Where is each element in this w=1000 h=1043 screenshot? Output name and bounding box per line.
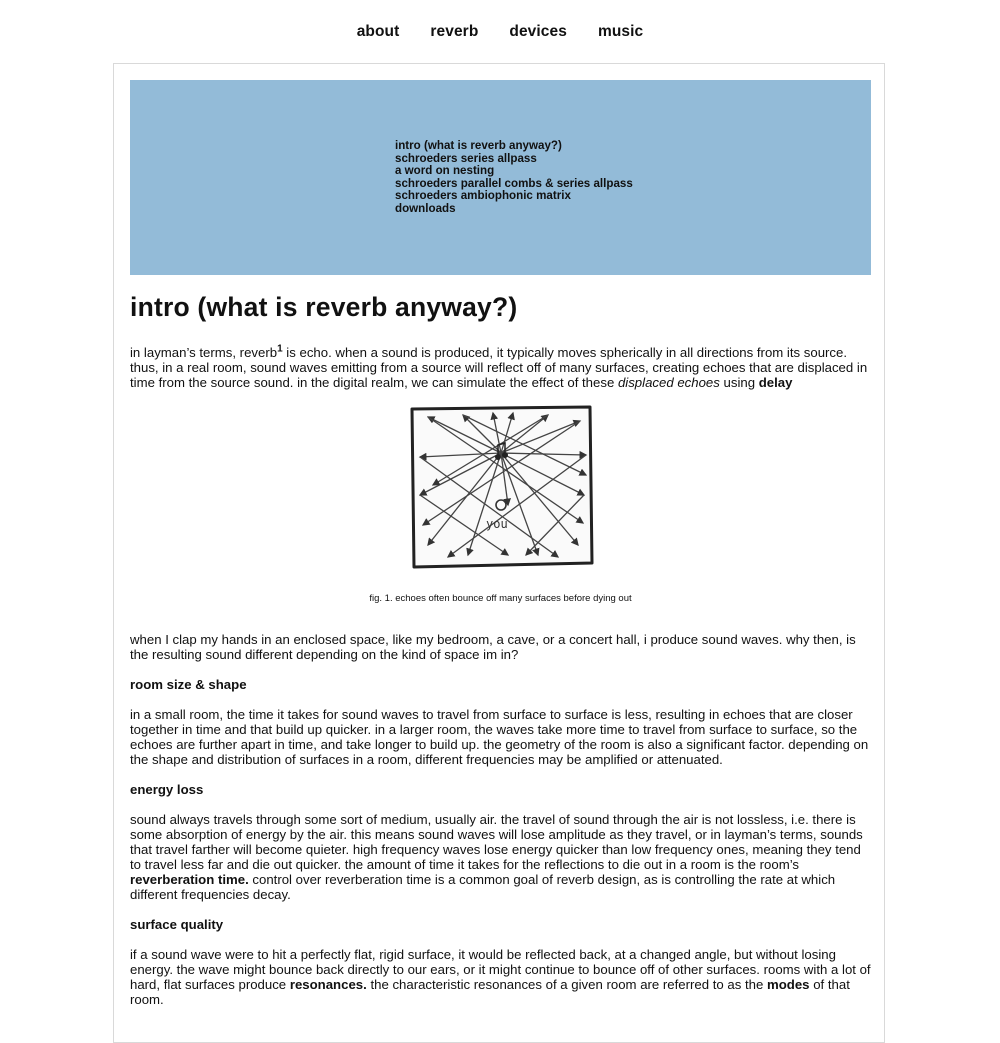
section-title-room: room size & shape (130, 677, 247, 692)
toc-item-parallel-combs[interactable]: schroeders parallel combs & series allpass (395, 176, 633, 190)
page-title: intro (what is reverb anyway?) (130, 292, 518, 322)
echo-sketch-image (408, 405, 594, 571)
intro-text-3: using (719, 375, 759, 390)
surface-strong-resonances: resonances. (289, 977, 367, 992)
article-container (113, 63, 885, 1043)
footnote-ref[interactable]: 1 (277, 343, 283, 355)
nav-music-link[interactable]: music (597, 23, 644, 40)
energy-text-1: sound always travels through some sort of medium, usually air. the travel of sound through the air is not lossless, i.e. there is some absorption of energy by the air. this means sound waves will lose amplitude as they travel, or in layman’s terms, sounds that travel farther will become quieter. high frequency waves lose energy quicker than low frequency ones, meaning they tend to travel less far and die out quicker. the amount of time it takes for the reflections to die out in a room is the room’s (130, 812, 863, 872)
section-body-surface (130, 947, 871, 1007)
toc-item-nesting[interactable]: a word on nesting (395, 164, 495, 178)
energy-strong: reverberation time. (130, 872, 249, 887)
article-content (130, 290, 871, 1007)
toc-list (395, 140, 633, 216)
nav-devices-link[interactable]: devices (509, 23, 567, 40)
energy-text-2: control over reverberation time is a common goal of reverb design, as is controlling the rate at which different frequencies decay. (130, 872, 836, 902)
intro-paragraph (130, 345, 871, 390)
toc-item-series-allpass[interactable]: schroeders series allpass (395, 151, 537, 165)
surface-text-2: the characteristic resonances of a given room are referred to as the (366, 977, 768, 992)
figure-label-you: you (485, 517, 508, 531)
surface-text-3: of that room. (130, 977, 850, 1007)
section-title-surface: surface quality (130, 917, 224, 932)
top-nav (0, 0, 1000, 64)
clap-paragraph: when I clap my hands in an enclosed space, like my bedroom, a cave, or a concert hall, i produce sound waves. why then, is the resulting sound different depending on the kind of space im in? (130, 632, 856, 662)
figure-caption: fig. 1. echoes often bounce off many surfaces before dying out (369, 593, 632, 604)
nav-reverb-link[interactable]: reverb (430, 23, 479, 40)
section-body-energy (130, 812, 871, 902)
surface-text-1: if a sound wave were to hit a perfectly flat, rigid surface, it would be reflected back, at a changed angle, but without losing energy. the wave might bounce back directly to our ears, or it might continue to bounce off of other surfaces. rooms with a lot of hard, flat surfaces produce (130, 947, 871, 992)
intro-strong-delay: delay (758, 375, 793, 390)
toc-item-intro[interactable]: intro (what is reverb anyway?) (395, 139, 562, 152)
section-title-energy: energy loss (130, 782, 204, 797)
intro-text-2: is echo. when a sound is produced, it typically moves spherically in all directions from its source. thus, in a real room, sound waves emitting from a source will reflect off of many surfaces, creating echoes that are displaced in time from the source sound. in the digital realm, we can simulate the effect of these (130, 345, 868, 390)
surface-strong-modes: modes (767, 977, 810, 992)
nav-about-link[interactable]: about (356, 23, 400, 40)
intro-text-1: in layman’s terms, reverb (130, 345, 278, 360)
toc-item-ambiophonic[interactable]: schroeders ambiophonic matrix (395, 189, 571, 203)
intro-emphasis: displaced echoes (617, 375, 720, 390)
table-of-contents (130, 80, 871, 275)
toc-item-downloads[interactable]: downloads (395, 201, 456, 215)
section-body-room: in a small room, the time it takes for sound waves to travel from surface to surface is less, resulting in echoes that are closer together in time and that build up quicker. in a larger room, the waves take more time to travel from surface to surface, so the echoes are further apart in time, and take longer to build up. the geometry of the room is also a significant factor. depending on the shape and distribution of surfaces in a room, different frequencies may be amplified or attenuated. (130, 707, 869, 767)
figure-1 (130, 405, 871, 605)
